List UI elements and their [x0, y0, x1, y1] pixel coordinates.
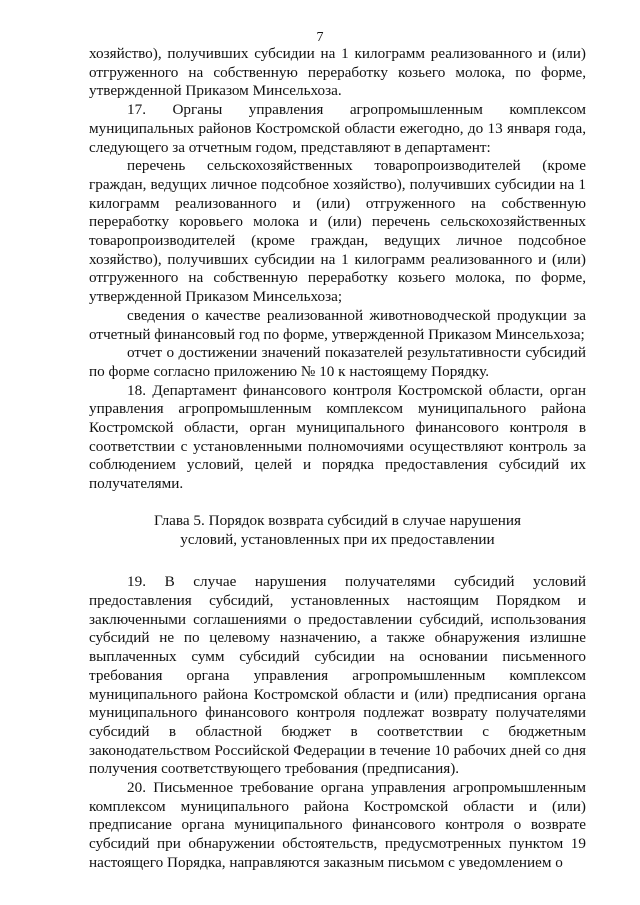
chapter-heading-line-1: Глава 5. Порядок возврата субсидий в случае нарушения — [153, 511, 522, 529]
paragraph-17-list-1: перечень сельскохозяйственных товаропроизводителей (кроме граждан, ведущих личное подсобное хозяйство), получивших субсидии на 1 килограмм реализованного и (или) отгруженного на собственную переработку коровьего молока и (или) перечень сельскохозяйственных товаропроизводителей (кроме граждан, ведущих личное подсобное хозяйство), получивших субсидии на 1 килограмм реализованного и (или) отгруженного на собственную переработку козьего молока, по форме, утвержденной Приказом Минсельхоза; — [89, 157, 586, 306]
paragraph-20: 20. Письменное требование органа управления агропромышленным комплексом муниципального района Костромской области и (или) предписание органа муниципального финансового контроля о возврате субсидий при обнаружении обстоятельств, предусмотренных пунктом 19 настоящего Порядка, направляются заказным письмом с уведомлением о — [89, 779, 586, 871]
paragraph-18: 18. Департамент финансового контроля Костромской области, орган управления агропромышленным комплексом муниципального района Костромской области, орган муниципального финансового контроля в соответствии с установленными полномочиями осуществляют контроль за соблюдением условий, целей и порядка предоставления субсидий их получателями. — [89, 381, 586, 493]
paragraph-19: 19. В случае нарушения получателями субсидий условий предоставления субсидий, установленных настоящим Порядком и заключенными соглашениями о предоставлении субсидий, использования субсидий не по целевому назначению, а также обнаружения излишне выплаченных сумм субсидий субсидии на основании письменного требования органа управления агропромышленным комплексом муниципального района Костромской области и (или) предписания органа муниципального финансового контроля подлежат возврату получателями субсидий в областной бюджет в соответствии с бюджетным законодательством Российской Федерации в течение 10 рабочих дней со дня получения соответствующего требования (предписания). — [89, 573, 586, 778]
document-body — [89, 45, 586, 873]
chapter-heading — [89, 512, 586, 549]
paragraph-continuation: хозяйство), получивших субсидии на 1 килограмм реализованного и (или) отгруженного на собственную переработку козьего молока, по форме, утвержденной Приказом Минсельхоза. — [89, 45, 586, 100]
paragraph-17: 17. Органы управления агропромышленным комплексом муниципальных районов Костромской области ежегодно, до 13 января года, следующего за отчетным годом, представляют в департамент: — [89, 101, 586, 156]
paragraph-17-list-2: сведения о качестве реализованной животноводческой продукции за отчетный финансовый год по форме, утвержденной Приказом Минсельхоза; — [89, 306, 586, 343]
chapter-heading-line-2: условий, установленных при их предоставлении — [180, 530, 495, 548]
paragraph-17-list-3: отчет о достижении значений показателей результативности субсидий по форме согласно приложению № 10 к настоящему Порядку. — [89, 344, 586, 380]
page-number: 7 — [316, 30, 324, 45]
